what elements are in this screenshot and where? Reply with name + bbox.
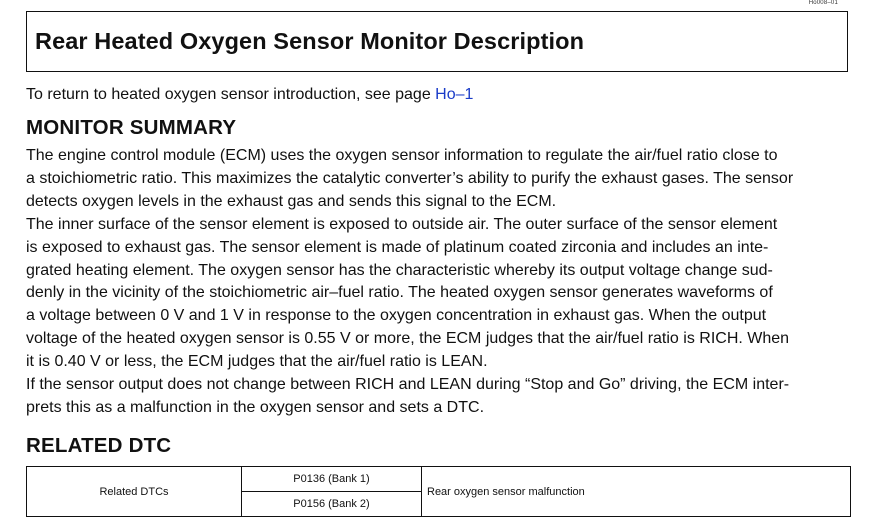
related-dtc-table	[26, 466, 851, 517]
summary-line: The engine control module (ECM) uses the oxygen sensor information to regulate the air/fuel ratio close to	[26, 147, 778, 164]
summary-line: If the sensor output does not change between RICH and LEAN during “Stop and Go” driving, the ECM inter-	[26, 376, 790, 394]
dtc-code-bank-2: P0156 (Bank 2)	[242, 492, 422, 517]
intro-text: To return to heated oxygen sensor introduction, see page	[26, 86, 436, 103]
summary-line: voltage of the heated oxygen sensor is 0.55 V or more, the ECM judges that the air/fuel ratio is RICH. When	[26, 330, 790, 348]
intro-line	[26, 85, 473, 105]
summary-line: The inner surface of the sensor element is exposed to outside air. The outer surface of the sensor element	[26, 215, 778, 233]
summary-line: prets this as a malfunction in the oxygen sensor and sets a DTC.	[26, 398, 485, 416]
table-row	[27, 467, 851, 492]
monitor-summary-body	[26, 145, 852, 420]
page-link-ho-1[interactable]: Ho–1	[435, 86, 474, 103]
dtc-description: Rear oxygen sensor malfunction	[422, 467, 851, 517]
monitor-summary-heading: MONITOR SUMMARY	[26, 116, 237, 139]
title-box	[26, 11, 848, 72]
summary-line: a stoichiometric ratio. This maximizes the catalytic converter’s ability to purify the exhaust gases. The sensor	[26, 169, 794, 187]
page-code: Ho008–01	[808, 0, 838, 6]
summary-line: it is 0.40 V or less, the ECM judges that the air/fuel ratio is LEAN.	[26, 353, 488, 371]
summary-line: is exposed to exhaust gas. The sensor element is made of platinum coated zirconia and includes an inte-	[26, 238, 769, 256]
related-dtc-heading: RELATED DTC	[26, 434, 172, 457]
dtc-code-bank-1: P0136 (Bank 1)	[242, 467, 422, 492]
summary-line: detects oxygen levels in the exhaust gas and sends this signal to the ECM.	[26, 192, 557, 210]
summary-line: a voltage between 0 V and 1 V in response to the oxygen concentration in exhaust gas. When the output	[26, 307, 767, 325]
summary-line: grated heating element. The oxygen sensor has the characteristic whereby its output voltage change sud-	[26, 261, 773, 279]
page-title: Rear Heated Oxygen Sensor Monitor Description	[35, 28, 585, 54]
summary-line: denly in the vicinity of the stoichiometric air–fuel ratio. The heated oxygen sensor generates waveforms of	[26, 284, 773, 302]
related-dtcs-label: Related DTCs	[27, 467, 242, 517]
